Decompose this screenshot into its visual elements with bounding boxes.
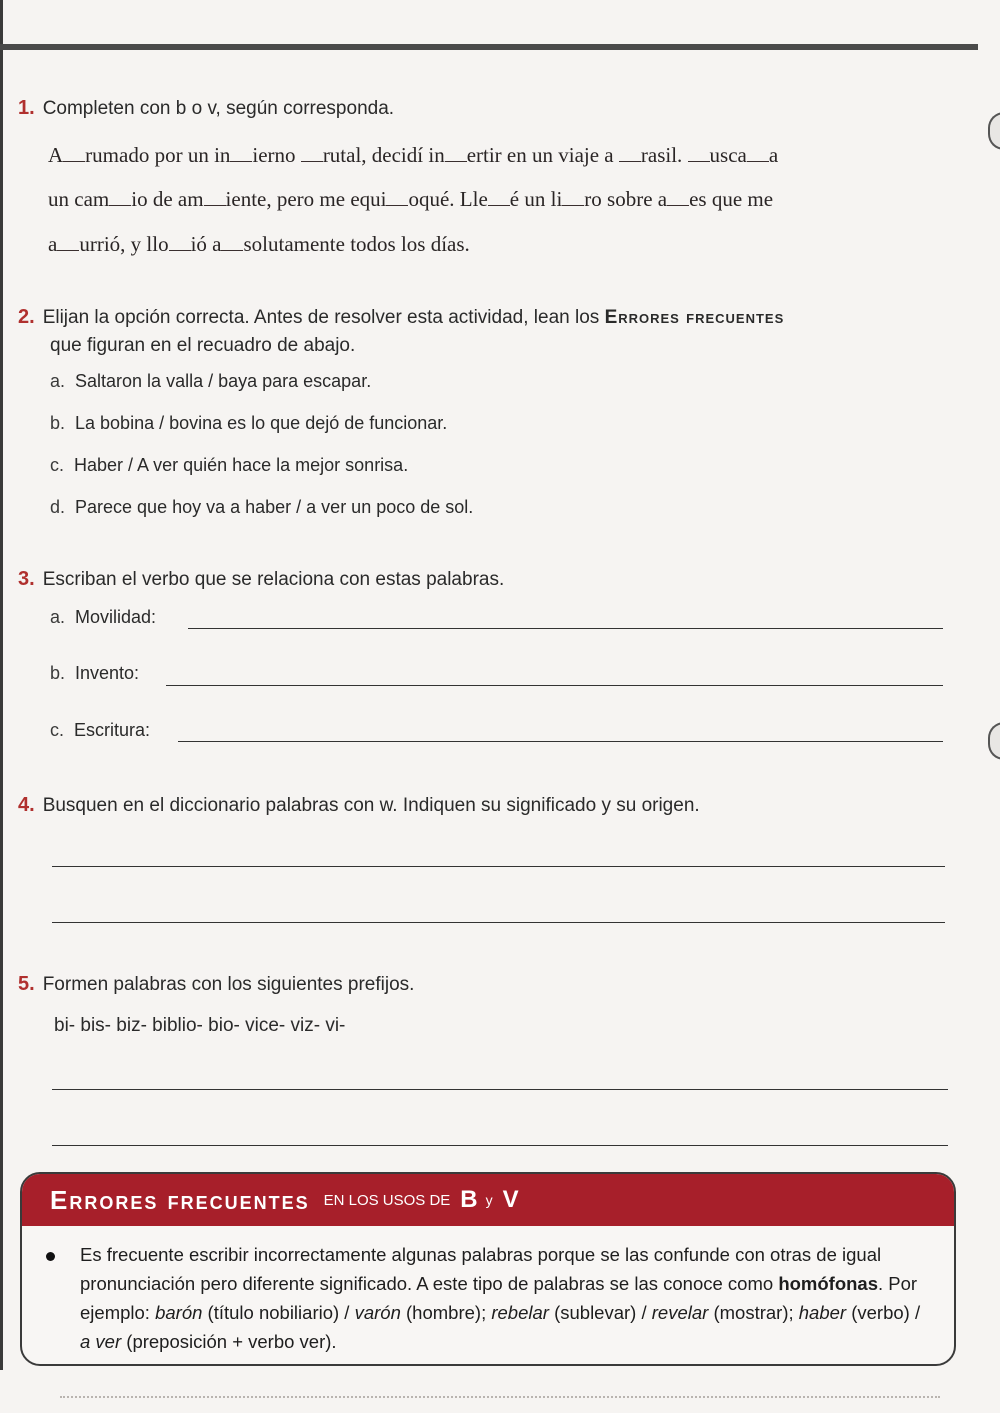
top-rule xyxy=(0,44,978,50)
bullet-icon xyxy=(46,1252,55,1261)
box-subtitle: EN LOS USOS DE xyxy=(323,1191,451,1209)
blank-field[interactable] xyxy=(204,204,226,206)
blank-field[interactable] xyxy=(169,249,191,251)
q2-option-a[interactable]: a. Saltaron la valla / baya para escapar. xyxy=(50,371,372,391)
question-1-title: 1. Completen con b o v, según corresponda. xyxy=(18,97,395,119)
q2-option-c[interactable]: c. Haber / A ver quién hace la mejor sonrisa. xyxy=(50,455,409,475)
q2-option-b[interactable]: b. La bobina / bovina es lo que dejó de funcionar. xyxy=(50,413,448,433)
answer-line[interactable] xyxy=(188,628,943,629)
q3-item-b: b. Invento: xyxy=(50,663,140,683)
blank-field[interactable] xyxy=(619,160,641,162)
q1-line-3: a urrió, y llo ió a solutamente todos los días. xyxy=(48,232,470,256)
question-4-title: 4. Busquen en el diccionario palabras con w. Indiquen su significado y su origen. xyxy=(18,794,700,816)
q2-option-d[interactable]: d. Parece que hoy va a haber / a ver un poco de sol. xyxy=(50,497,474,517)
question-5-title: 5. Formen palabras con los siguientes prefijos. xyxy=(18,973,415,995)
errores-frecuentes-box xyxy=(20,1172,956,1366)
blank-field[interactable] xyxy=(747,160,769,162)
blank-field[interactable] xyxy=(301,160,323,162)
answer-line[interactable] xyxy=(178,741,943,742)
question-3 xyxy=(18,567,960,592)
blank-field[interactable] xyxy=(221,249,243,251)
blank-field[interactable] xyxy=(562,204,584,206)
answer-line[interactable] xyxy=(52,1145,948,1146)
box-header xyxy=(22,1174,954,1226)
q3-item-c: c. Escritura: xyxy=(50,720,151,740)
binding-ring-top xyxy=(988,112,1000,150)
question-2 xyxy=(18,305,960,358)
blank-field[interactable] xyxy=(230,160,252,162)
question-5 xyxy=(18,972,960,997)
letter-v: V xyxy=(502,1186,519,1213)
question-number: 2. xyxy=(18,306,35,328)
blank-field[interactable] xyxy=(688,160,710,162)
prefix-list: bi- bis- biz- biblio- bio- vice- viz- vi- xyxy=(54,1015,346,1036)
blank-field[interactable] xyxy=(445,160,467,162)
blank-field[interactable] xyxy=(109,204,131,206)
bottom-divider xyxy=(60,1396,940,1398)
question-4 xyxy=(18,793,960,818)
errores-frecuentes-ref: Errores frecuentes xyxy=(604,307,785,328)
question-2-title: 2. Elijan la opción correcta. Antes de resolver esta actividad, lean los Errores frecuentes xyxy=(18,306,785,328)
question-1 xyxy=(18,96,960,121)
answer-line[interactable] xyxy=(166,685,943,686)
conjunction-y: y xyxy=(485,1192,493,1208)
answer-line[interactable] xyxy=(52,866,945,867)
q1-line-1: A rumado por un in ierno rutal, decidí in ertir en un viaje a rasil. usca a xyxy=(48,143,779,167)
letter-b: B xyxy=(460,1186,478,1213)
question-number: 3. xyxy=(18,568,35,590)
blank-field[interactable] xyxy=(57,249,79,251)
blank-field[interactable] xyxy=(488,204,510,206)
question-3-title: 3. Escriban el verbo que se relaciona con estas palabras. xyxy=(18,568,505,590)
answer-line[interactable] xyxy=(52,1089,948,1090)
question-number: 1. xyxy=(18,97,35,119)
answer-line[interactable] xyxy=(52,922,945,923)
blank-field[interactable] xyxy=(386,204,408,206)
question-number: 4. xyxy=(18,794,35,816)
question-number: 5. xyxy=(18,973,35,995)
question-2-title-cont: que figuran en el recuadro de abajo. xyxy=(50,335,356,356)
blank-field[interactable] xyxy=(667,204,689,206)
binding-ring-middle xyxy=(988,722,1000,760)
blank-field[interactable] xyxy=(63,160,85,162)
q3-item-a: a. Movilidad: xyxy=(50,607,157,627)
q1-line-2: un cam io de am iente, pero me equi oqué. Lle é un li ro sobre a es que me xyxy=(48,187,774,211)
box-body: Es frecuente escribir incorrectamente algunas palabras porque se las confunde con otras de igual pronunciación pero diferente significado. A este tipo de palabras se las conoce como homófonas. Por ejemplo: barón (título nobiliario) / varón (hombre); rebelar (sublevar) / revelar (mostrar); haber (verbo) / a ver (preposición + verbo ver). xyxy=(22,1226,954,1356)
page-edge xyxy=(0,0,3,1370)
box-title: Errores frecuentes xyxy=(50,1184,310,1215)
